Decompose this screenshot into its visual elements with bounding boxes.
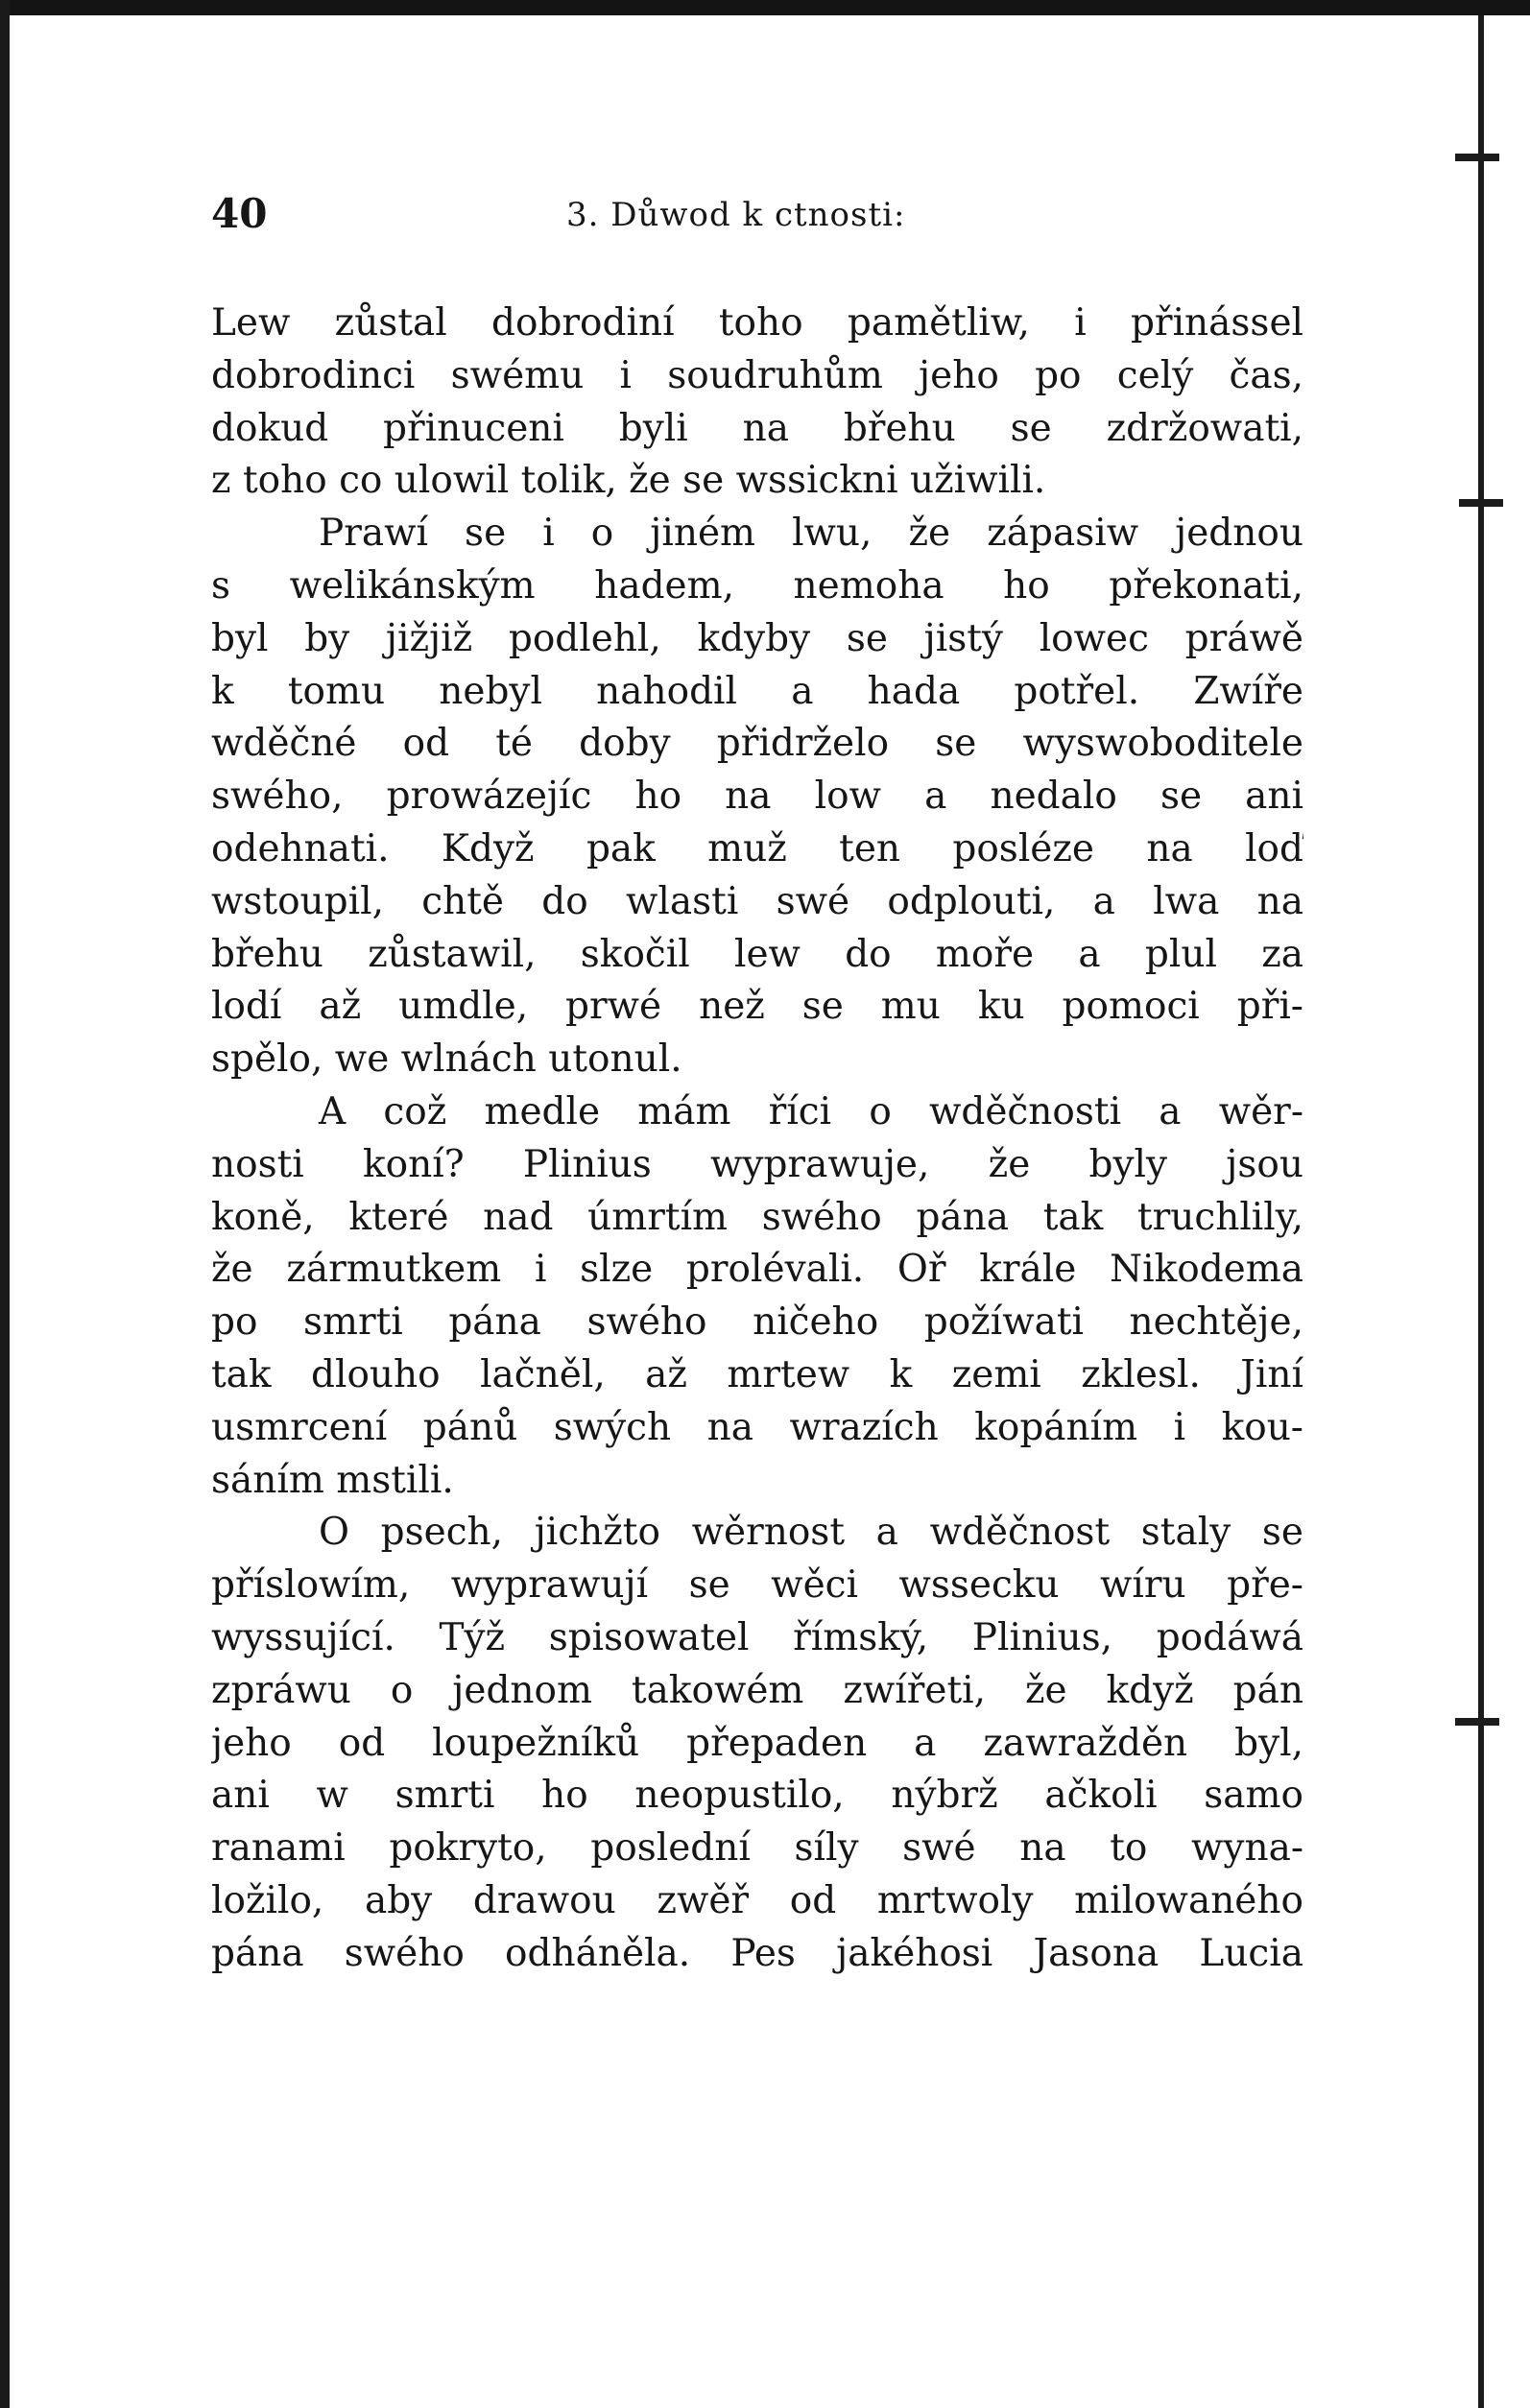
text-line: ranami pokryto, poslední síly swé na to wyna-: [211, 1826, 1303, 1871]
text-line: nosti koní? Plinius wyprawuje, že byly jsou: [211, 1142, 1303, 1186]
text-line: wděčné od té doby přidrželo se wyswoboditele: [211, 722, 1303, 766]
text-line: po smrti pána swého ničeho požíwati nechtěje,: [211, 1300, 1303, 1345]
text-line: dokud přinuceni byli na břehu se zdržowati,: [211, 406, 1303, 450]
text-line: břehu zůstawil, skočil lew do moře a plul za: [211, 932, 1303, 976]
text-line: byl by jižjiž podlehl, kdyby se jistý lowec práwě: [211, 616, 1303, 660]
text-line: spělo, we wlnách utonul.: [211, 1037, 682, 1082]
binding-tick-mark: [1459, 499, 1503, 507]
text-line: jeho od loupežníků přepaden a zawražděn byl,: [211, 1721, 1303, 1765]
text-line: že zármutkem i slze prolévali. Oř krále Nikodema: [211, 1248, 1303, 1292]
page-left-edge: [0, 0, 10, 2408]
page-margin-strip: [1484, 15, 1530, 2408]
text-line: wyssující. Týž spisowatel římský, Plinius, podáwá: [211, 1615, 1303, 1659]
text-line: swého, prowázejíc ho na low a nedalo se ani: [211, 775, 1303, 819]
text-line: sáním mstili.: [211, 1458, 454, 1502]
text-line: lodí až umdle, prwé než se mu ku pomoci při-: [211, 985, 1303, 1029]
text-line: koně, které nad úmrtím swého pána tak truchlily,: [211, 1195, 1303, 1239]
text-line: ani w smrti ho neopustilo, nýbrž ačkoli samo: [211, 1774, 1303, 1818]
text-line: usmrcení pánů swých na wrazích kopáním i kou-: [211, 1405, 1303, 1449]
binding-tick-mark: [1455, 154, 1499, 161]
text-line: Lew zůstal dobrodiní toho pamětliw, i přinássel: [211, 301, 1303, 345]
text-line: pána swého odháněla. Pes jakéhosi Jasona Lucia: [211, 1931, 1303, 1975]
text-line: příslowím, wyprawují se wěci wssecku wíru pře-: [211, 1563, 1303, 1608]
page-top-edge: [0, 0, 1530, 15]
running-head: 3. Důwod k ctnosti:: [566, 196, 906, 234]
text-line: zpráwu o jednom takowém zwířeti, že když pán: [211, 1668, 1303, 1712]
text-body: [211, 298, 1303, 1981]
text-line: ložilo, aby drawou zwěř od mrtwoly milowaného: [211, 1878, 1303, 1922]
text-line: z toho co ulowil tolik, že se wssickni užiwili.: [211, 459, 1046, 503]
text-line: tak dlouho lačněl, až mrtew k zemi zklesl. Jiní: [211, 1352, 1303, 1396]
page-header: [211, 190, 1315, 248]
page-number: 40: [211, 190, 268, 237]
text-line: A což medle mám říci o wděčnosti a wěr-: [319, 1089, 1303, 1133]
text-line: odehnati. Když pak muž ten posléze na loď: [211, 826, 1303, 870]
text-line: wstoupil, chtě do wlasti swé odplouti, a lwa na: [211, 879, 1303, 923]
text-line: s welikánským hadem, nemoha ho překonati,: [211, 563, 1303, 608]
text-line: Prawí se i o jiném lwu, že zápasiw jednou: [319, 512, 1303, 556]
text-line: k tomu nebyl nahodil a hada potřel. Zwíře: [211, 669, 1303, 713]
text-line: O psech, jichžto wěrnost a wděčnost staly se: [319, 1511, 1303, 1555]
text-line: dobrodinci swému i soudruhům jeho po celý čas,: [211, 353, 1303, 397]
binding-tick-mark: [1455, 1718, 1499, 1726]
